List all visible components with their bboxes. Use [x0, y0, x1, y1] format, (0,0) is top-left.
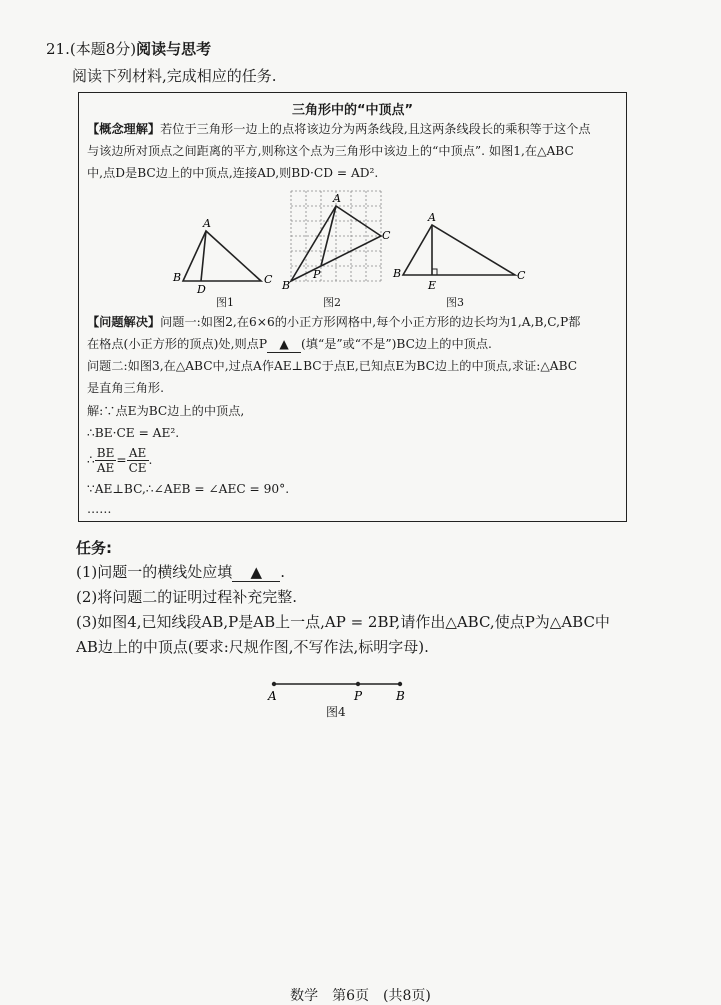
solution-line-3	[87, 445, 152, 475]
fig2-label-b: B	[282, 279, 291, 292]
solution-line-1: 解:∵点E为BC边上的中顶点,	[87, 404, 245, 418]
fig4-point-p	[356, 682, 360, 686]
fig3-triangle	[403, 225, 515, 275]
solution-frac-2	[127, 446, 149, 475]
concept-line-3: 中,点D是BC边上的中顶点,连接AD,则BD·CD = AD².	[87, 166, 379, 180]
frac1-numerator: BE	[96, 446, 115, 460]
fig4-label-b: B	[396, 689, 405, 703]
frac2-numerator: AE	[127, 446, 149, 461]
fig3-label-e: E	[428, 279, 437, 292]
task-1	[76, 561, 285, 582]
fig1-label-d: D	[197, 283, 206, 296]
solution-line-2: ∴BE·CE = AE².	[87, 426, 180, 440]
fig1-label-b: B	[173, 271, 182, 284]
problem1-text-2b: (填“是”或“不是”)BC边上的中顶点.	[301, 337, 492, 351]
problem1-blank: ▲	[267, 336, 301, 353]
fig3-label-b: B	[393, 267, 402, 280]
solution-frac-1	[95, 446, 117, 475]
solution-frac-eq: =	[116, 453, 127, 467]
material-title: 三角形中的“中顶点”	[291, 103, 414, 118]
figure-1	[171, 215, 283, 296]
fig4-point-b	[398, 682, 402, 686]
material-box	[78, 92, 627, 522]
frac2-denominator: CE	[128, 461, 147, 475]
problem2-line-1: 问题二:如图3,在△ABC中,过点A作AE⊥BC于点E,已知点E为BC边上的中顶点,求证:△ABC	[87, 359, 578, 373]
frac1-denominator: AE	[96, 461, 115, 475]
fig2-label-c: C	[382, 229, 391, 242]
problem1-line-2	[87, 336, 492, 353]
fig1-label-a: A	[203, 217, 211, 230]
task1-blank: ▲	[232, 563, 280, 582]
fig3-label-a: A	[428, 211, 436, 224]
fig4-label-a: A	[268, 689, 277, 703]
problem2-line-2: 是直角三角形.	[87, 381, 164, 395]
problem1-text-2a: 在格点(小正方形的顶点)处,则点P	[87, 337, 268, 351]
fig2-label-p: P	[313, 268, 321, 281]
task1-end: .	[280, 563, 286, 581]
question-heading: 阅读与思考	[136, 40, 212, 58]
fig3-caption: 图3	[446, 296, 464, 309]
concept-text-1: 若位于三角形一边上的点将该边分为两条线段,且这两条线段长的乘积等于这个点	[160, 122, 591, 136]
question-intro: 阅读下列材料,完成相应的任务.	[72, 67, 277, 85]
problem-tag: 【问题解决】	[87, 315, 161, 329]
fig2-caption: 图2	[323, 296, 341, 309]
fig4-point-a	[272, 682, 276, 686]
tasks-heading: 任务:	[76, 539, 112, 557]
concept-tag: 【概念理解】	[87, 122, 161, 136]
solution-line-4: ∵AE⊥BC,∴∠AEB = ∠AEC = 90°.	[87, 482, 290, 496]
task-3-line-2: AB边上的中顶点(要求:尺规作图,不写作法,标明字母).	[76, 638, 429, 656]
concept-line-1	[87, 121, 591, 137]
question-header	[46, 38, 211, 59]
task1-text: (1)问题一的横线处应填	[76, 563, 233, 581]
concept-line-2: 与该边所对顶点之间距离的平方,则称这个点为三角形中该边上的“中顶点”. 如图1,在△ABC	[87, 144, 574, 158]
figure-3	[391, 209, 531, 293]
solution-frac-suffix: .	[148, 453, 153, 467]
solution-line-5: ……	[87, 502, 112, 516]
figure-2	[279, 189, 389, 293]
page-footer: 数学 第6页 (共8页)	[290, 988, 431, 1004]
question-number: 21.	[46, 40, 70, 58]
fig1-triangle	[183, 231, 261, 281]
fig3-label-c: C	[517, 269, 526, 282]
fig4-caption: 图4	[326, 705, 346, 719]
fig1-label-c: C	[264, 273, 273, 286]
problem1-line-1	[87, 314, 580, 330]
task-3-line-1: (3)如图4,已知线段AB,P是AB上一点,AP = 2BP,请作出△ABC,使点P为△ABC中	[76, 613, 610, 631]
fig1-caption: 图1	[216, 296, 234, 309]
solution-frac-prefix: ∴	[87, 453, 95, 467]
question-score: (本题8分)	[69, 40, 137, 58]
fig4-label-p: P	[354, 689, 363, 703]
problem1-text-1: 问题一:如图2,在6×6的小正方形网格中,每个小正方形的边长均为1,A,B,C,P都	[160, 315, 581, 329]
task-2: (2)将问题二的证明过程补充完整.	[76, 588, 298, 606]
fig2-label-a: A	[333, 192, 341, 205]
